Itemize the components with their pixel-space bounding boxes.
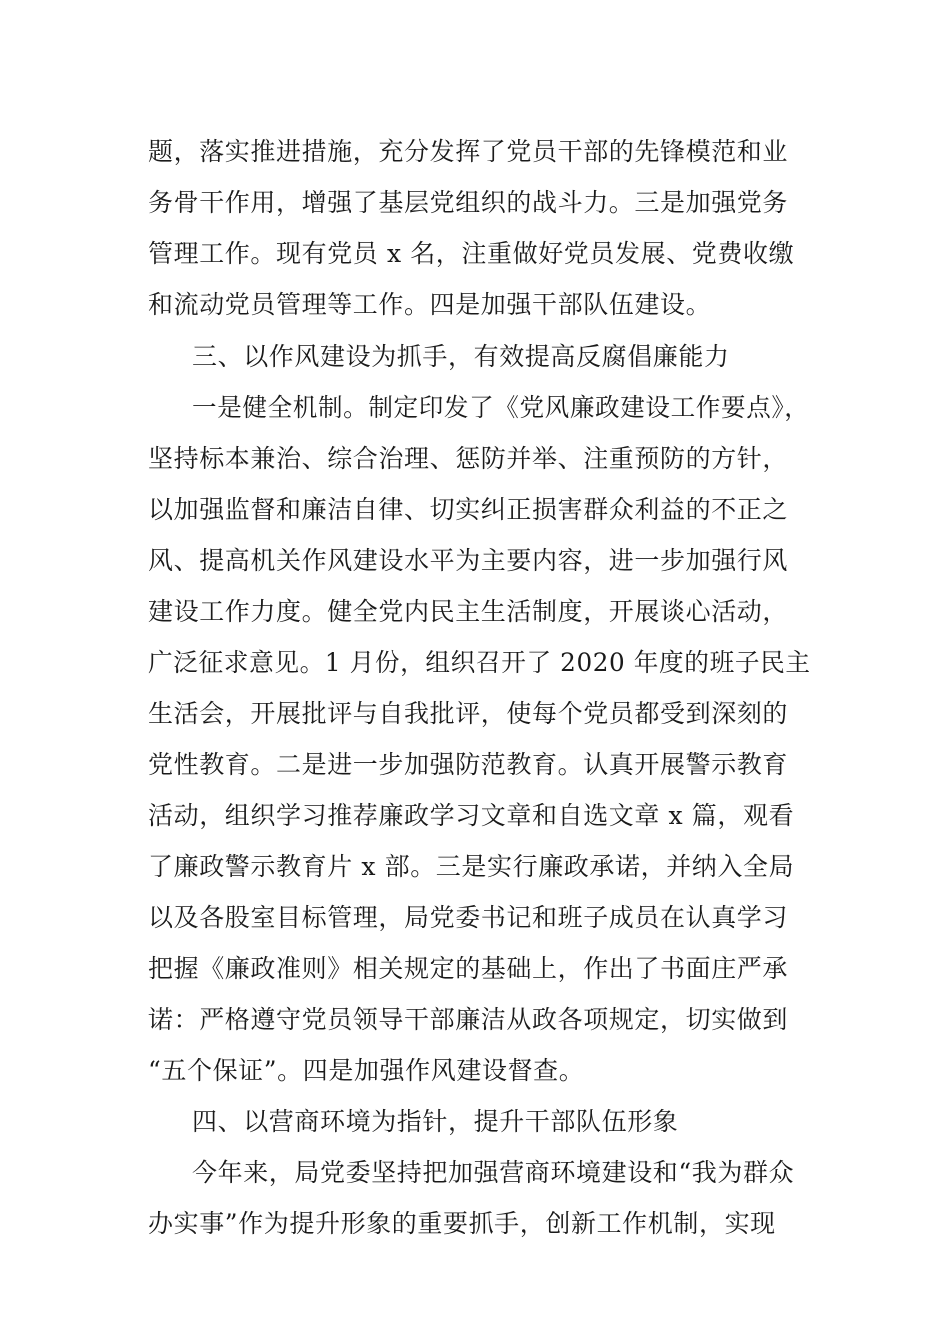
text-line: 风、提高机关作风建设水平为主要内容，进一步加强行风 [148,546,789,575]
text-line: 以加强监督和廉洁自律、切实纠正损害群众利益的不正之 [148,495,789,524]
text-line: 以及各股室目标管理，局党委书记和班子成员在认真学习 [148,903,789,932]
text-line: 诺：严格遵守党员领导干部廉洁从政各项规定，切实做到 [148,1005,789,1034]
text-line: 和流动党员管理等工作。四是加强干部队伍建设。 [148,290,712,319]
text-line: “五个保证”。四是加强作风建设督查。 [148,1056,585,1085]
text-line: 党性教育。二是进一步加强防范教育。认真开展警示教育 [148,750,789,779]
text-line: 生活会，开展批评与自我批评，使每个党员都受到深刻的 [148,699,789,728]
paragraph-start: 今年来，局党委坚持把加强营商环境建设和“我为群众 [192,1158,795,1187]
text-line: 题，落实推进措施，充分发挥了党员干部的先锋模范和业 [148,137,789,166]
text-line: 务骨干作用，增强了基层党组织的战斗力。三是加强党务 [148,188,789,217]
text-line: 了廉政警示教育片 x 部。三是实行廉政承诺，并纳入全局 [148,852,795,881]
text-line: 管理工作。现有党员 x 名，注重做好党员发展、党费收缴 [148,239,795,268]
text-line: 办实事”作为提升形象的重要抓手，创新工作机制，实现 [148,1209,776,1238]
paragraph-start: 一是健全机制。制定印发了《党风廉政建设工作要点》， [192,393,810,422]
text-line: 建设工作力度。健全党内民主生活制度，开展谈心活动， [148,597,789,626]
text-line: 把握《廉政准则》相关规定的基础上，作出了书面庄严承 [148,954,789,983]
text-line: 活动，组织学习推荐廉政学习文章和自选文章 x 篇，观看 [148,801,795,830]
section-heading-4: 四、以营商环境为指针，提升干部队伍形象 [192,1107,679,1136]
text-line: 坚持标本兼治、综合治理、惩防并举、注重预防的方针， [148,444,789,473]
section-heading-3: 三、以作风建设为抓手，有效提高反腐倡廉能力 [192,342,730,371]
text-line: 广泛征求意见。1 月份，组织召开了 2020 年度的班子民主 [148,648,811,677]
